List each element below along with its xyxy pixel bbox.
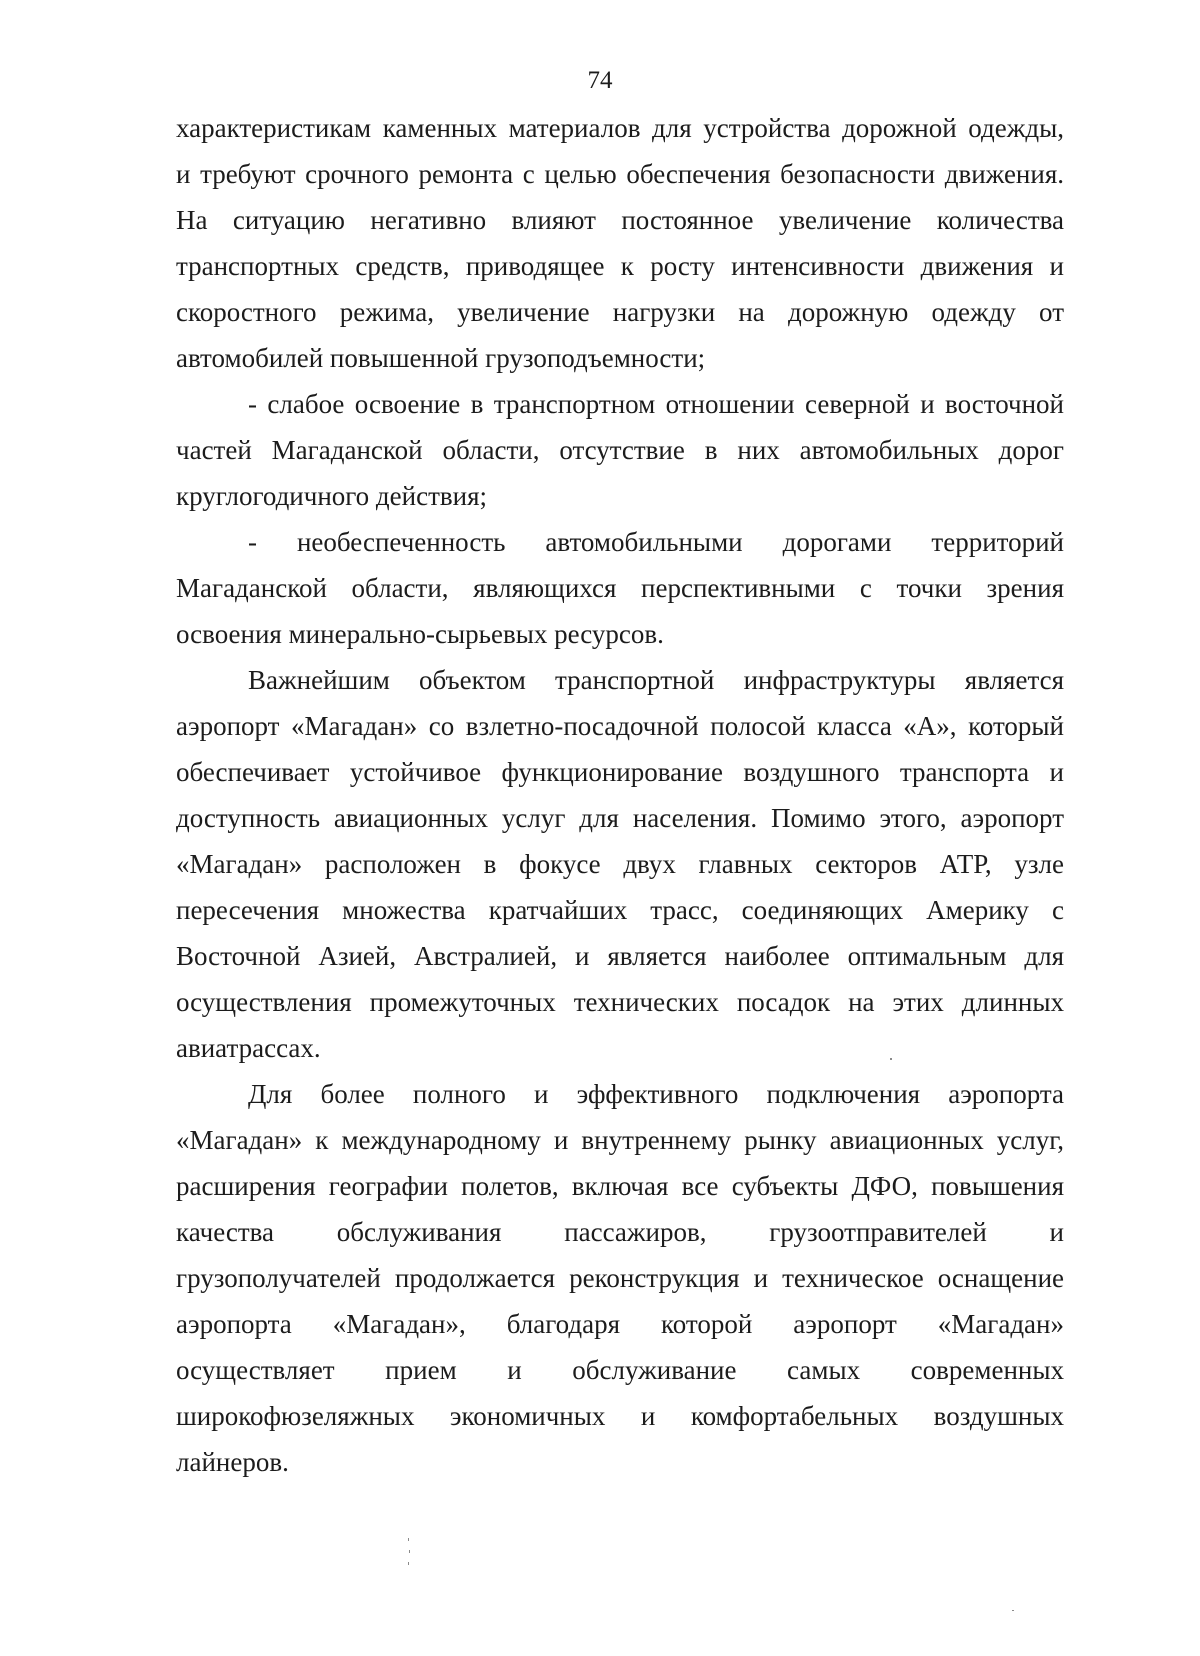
text-line: круглогодичного действия; <box>176 481 488 511</box>
page-number: 74 <box>587 67 613 94</box>
text-line: частей Магаданской области, отсутствие в них автомобильных дорог <box>176 435 1064 465</box>
scan-speck <box>408 1562 409 1565</box>
text-line: осуществления промежуточных технических посадок на этих длинных <box>176 987 1064 1017</box>
text-line: освоения минерально-сырьевых ресурсов. <box>176 619 664 649</box>
paragraph-first-line: Для более полного и эффективного подключения аэропорта <box>248 1079 1064 1109</box>
text-line: авиатрассах. <box>176 1033 321 1063</box>
text-line: доступность авиационных услуг для населения. Помимо этого, аэропорт <box>176 803 1064 833</box>
paragraph-first-line: Важнейшим объектом транспортной инфраструктуры является <box>248 665 1064 695</box>
text-line: лайнеров. <box>176 1447 289 1477</box>
text-line: грузополучателей продолжается реконструкция и техническое оснащение <box>176 1263 1064 1293</box>
text-line: широкофюзеляжных экономичных и комфортабельных воздушных <box>176 1401 1064 1431</box>
text-line: расширения географии полетов, включая все субъекты ДФО, повышения <box>176 1171 1064 1201</box>
scan-speck <box>890 1058 892 1060</box>
scan-speck <box>1012 1610 1014 1611</box>
text-line: осуществляет прием и обслуживание самых современных <box>176 1355 1064 1385</box>
text-line: скоростного режима, увеличение нагрузки на дорожную одежду от <box>176 297 1064 327</box>
text-line: Магаданской области, являющихся перспективными с точки зрения <box>176 573 1064 603</box>
text-line: аэропорта «Магадан», благодаря которой аэропорт «Магадан» <box>176 1309 1064 1339</box>
text-line: «Магадан» к международному и внутреннему рынку авиационных услуг, <box>176 1125 1064 1155</box>
list-item-line: - необеспеченность автомобильными дорогами территорий <box>248 527 1064 557</box>
text-line: характеристикам каменных материалов для устройства дорожной одежды, <box>176 113 1064 143</box>
text-line: и требуют срочного ремонта с целью обеспечения безопасности движения. <box>176 159 1064 189</box>
text-line: пересечения множества кратчайших трасс, соединяющих Америку с <box>176 895 1064 925</box>
text-line: автомобилей повышенной грузоподъемности; <box>176 343 706 373</box>
text-line: Восточной Азией, Австралией, и является наиболее оптимальным для <box>176 941 1064 971</box>
list-item-line: - слабое освоение в транспортном отношении северной и восточной <box>248 389 1064 419</box>
text-line: качества обслуживания пассажиров, грузоотправителей и <box>176 1217 1064 1247</box>
scan-speck <box>409 1550 410 1553</box>
text-line: транспортных средств, приводящее к росту интенсивности движения и <box>176 251 1064 281</box>
text-line: На ситуацию негативно влияют постоянное увеличение количества <box>176 205 1064 235</box>
scan-speck <box>408 1538 409 1541</box>
text-line: обеспечивает устойчивое функционирование воздушного транспорта и <box>176 757 1064 787</box>
text-line: аэропорт «Магадан» со взлетно-посадочной полосой класса «А», который <box>176 711 1064 741</box>
text-line: «Магадан» расположен в фокусе двух главных секторов АТР, узле <box>176 849 1064 879</box>
